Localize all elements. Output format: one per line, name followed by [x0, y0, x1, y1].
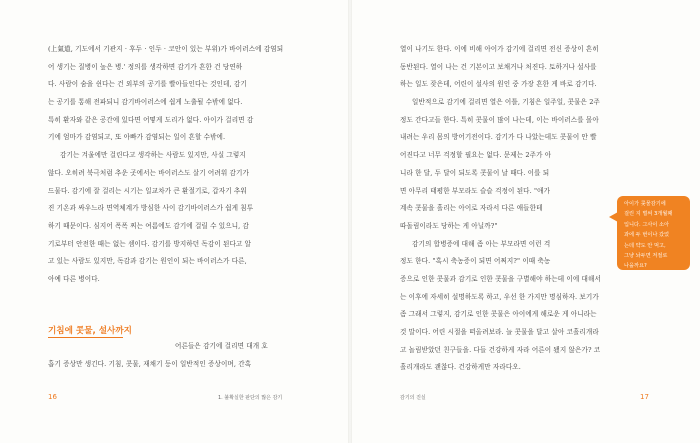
text-line: 증으로 인한 콧물과 감기로 인한 콧물을 구별해야 하는데 이에 대해서: [400, 274, 601, 283]
text-line: 좀 그래서 그렇지, 감기로 인한 콧물은 아이에게 해로운 게 아니라는: [400, 310, 597, 319]
text-line: 고 놀림받았던 친구들을. 다들 건강하게 자라 어른이 됐지 않은가? 코: [400, 345, 601, 354]
callout-line: 과에 두 번이나 갔었: [624, 232, 670, 239]
text-line: 기로부터 안전한 때는 없는 셈이다. 감기를 방지하던 독감이 된다고 알: [48, 239, 252, 248]
text-line: 것 말이다. 어린 시절을 떠올려보라. 늘 콧물을 달고 살아 코흘리개라: [400, 328, 599, 336]
text-line: 는 이후에 자세히 설명하도록 하고, 우선 한 가지만 명심하자. 보기가: [400, 292, 599, 301]
running-head-right: 감기의 진실: [400, 395, 426, 401]
callout-line: 걸린 지 벌써 3개월째: [624, 211, 673, 218]
text-line: 감기는 겨울에만 걸린다고 생각하는 사람도 있지만, 사실 그렇지: [60, 151, 246, 160]
text-line: 동반된다. 열이 나는 건 기본이고 보채거나 처진다. 토하거나 설사를: [400, 62, 597, 71]
text-line: 하는 일도 잦은데, 어린이 설사의 원인 중 가장 흔한 게 바로 감기다.: [400, 80, 597, 89]
text-line: 어진다고 너무 걱정할 필요는 없다. 문제는 2주가 아: [400, 151, 552, 160]
text-line: 고 있는 사람도 있지만, 독감과 감기는 원인이 되는 바이러스가 다른,: [48, 257, 247, 266]
text-line: 는 공기를 통해 전파되니 감기바이러스에 쉽게 노출될 수밖에 없다.: [48, 98, 243, 107]
text-line: 정도 한다. "혹시 축농증이 되면 어쩌지?" 이때 축농: [400, 257, 551, 266]
left-page-body: [48, 41, 298, 289]
text-line: 따돌림이라도 당하는 게 아닐까?": [400, 221, 498, 230]
text-line: 정도 간다고들 한다. 특히 콧물이 많이 나는데, 이는 바이러스를 몰아: [400, 115, 599, 124]
left-page-section-body: [48, 338, 298, 373]
text-line: 흡기 증상만 생긴다. 기침, 콧물, 재채기 등이 일반적인 증상이며, 간혹: [48, 359, 252, 368]
text-line: 면 아무리 태평한 부모라도 슬슬 걱정이 된다. "애가: [400, 186, 551, 195]
page-number-left: 16: [48, 393, 57, 401]
text-line: 진 기온과 싸우느라 면역체계가 방심한 사이 감기바이러스가 쉽게 침투: [48, 204, 254, 213]
text-line: 일반적으로 감기에 걸리면 열은 이틀, 기침은 일주일, 콧물은 2주: [412, 98, 600, 107]
callout-line: 그냥 놔두면 저절로: [624, 253, 668, 260]
text-line: 니라 한 달, 두 달이 되도록 콧물이 날 때다. 이를 되: [400, 168, 550, 177]
text-line: (上氣道, 기도에서 기관지 · 후두 · 인두 · 코안이 있는 부위)가 바이러스에 감염되: [48, 45, 284, 53]
section-heading: 기침에 콧물, 설사까지: [48, 326, 132, 336]
question-callout: [617, 196, 690, 270]
text-line: 내려는 우리 몸의 방어기전이다. 감기가 다 나았는데도 콧물이 안 빨: [400, 133, 597, 142]
callout-line: 는데 약도 안 먹고,: [624, 242, 666, 249]
text-line: 드물다. 감기에 잘 걸리는 시기는 일교차가 큰 환절기로, 갑자기 추워: [48, 186, 247, 195]
text-line: 하기 때문이다. 심지어 폭폭 찌는 여름에도 감기에 걸릴 수 있으니, 감: [48, 221, 250, 230]
text-line: 어른들은 감기에 걸리면 대개 호: [175, 342, 268, 350]
page-number-right: 17: [640, 393, 649, 401]
text-line: 감기의 합병증에 대해 좀 아는 부모라면 이런 걱: [412, 239, 551, 248]
text-line: 흘리개라도 괜찮다. 건강하게만 자라다오.: [400, 363, 521, 372]
callout-line: 아이가 콧물감기에: [624, 201, 666, 207]
callout-line: 입니다. 그사이 소아: [624, 221, 670, 228]
text-line: 어 생기는 질병이 높은 병.' 정의를 생각하면 감기가 흔한 건 당연하: [48, 62, 243, 71]
text-line: 않다. 오히려 북극처럼 추운 곳에서는 바이러스도 살기 어려워 감기가: [48, 168, 249, 177]
text-line: 열이 나기도 한다. 이에 비해 아이가 감기에 걸리면 전신 증상이 흔히: [400, 45, 599, 53]
right-page-body: [400, 41, 640, 377]
book-gutter: [348, 0, 352, 443]
text-line: 계속 콧물을 흘리는 아이로 자라서 다른 애들한테: [400, 204, 543, 213]
text-line: 다. 사람이 숨을 쉰다는 건 외부의 공기를 빨아들인다는 것인데, 감기: [48, 80, 247, 89]
callout-line: 나을까요?: [624, 263, 647, 270]
text-line: 아예 다른 병이다.: [48, 274, 100, 283]
running-head-left: 1. 불확실한 판단의 많은 감기: [218, 395, 283, 401]
text-line: 특히 환자와 같은 공간에 있다면 어떻게 도리가 없다. 아이가 걸리면 감: [48, 115, 254, 124]
text-line: 기에 엄마가 감염되고, 또 아빠가 감염되는 일이 흔할 수밖에.: [48, 133, 226, 142]
